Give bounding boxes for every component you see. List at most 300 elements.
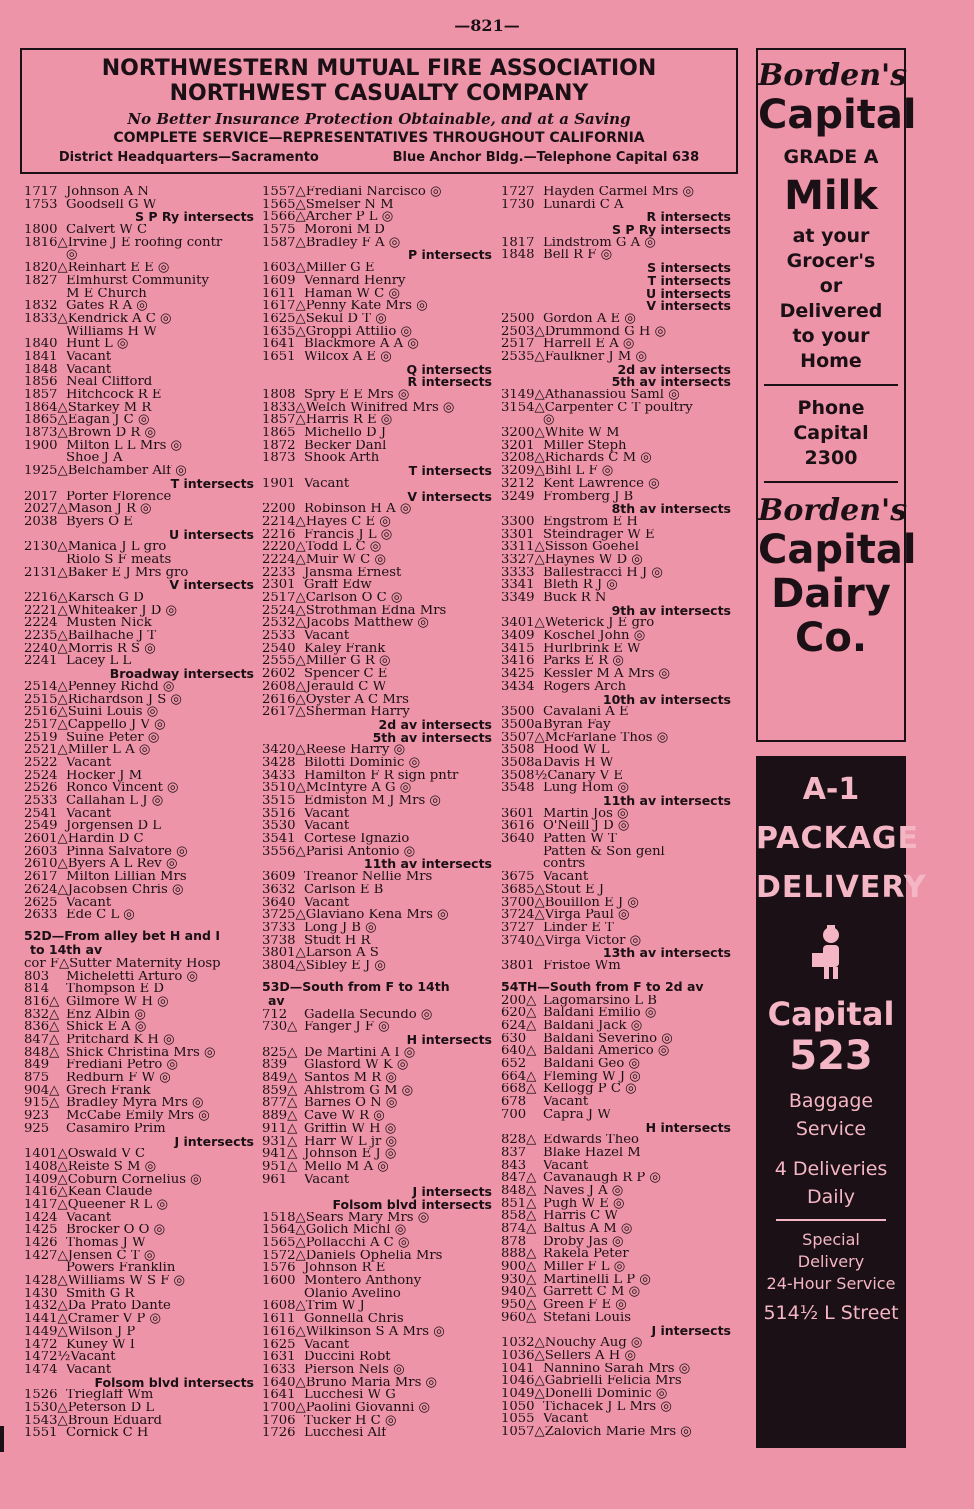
house-number: 1717 [24, 186, 58, 199]
house-number: 1873 [262, 452, 296, 466]
resident-name: Glasford W K ◎ [304, 1059, 409, 1073]
house-number: 3508a [501, 756, 543, 770]
house-number: 3409 [501, 630, 535, 643]
directory-entry [501, 465, 737, 478]
bordens-co: Co. [794, 615, 868, 661]
resident-name: Studt H R [304, 934, 371, 948]
resident-name: Gordon A E ◎ [543, 312, 636, 326]
resident-name: Tichacek J L Mrs ◎ [543, 1400, 672, 1414]
directory-entry [501, 1020, 737, 1033]
directory-entry [501, 1210, 737, 1223]
directory-entry [262, 1300, 498, 1313]
directory-entry [262, 1427, 498, 1440]
house-number: 2517△ [24, 718, 68, 732]
resident-name: Jorgensen D L [66, 820, 162, 834]
house-number: 847△ [501, 1172, 537, 1185]
house-number: 1057△ [501, 1426, 545, 1439]
house-number: 960△ [501, 1311, 537, 1325]
house-number: 2608△ [262, 680, 306, 694]
intersection-label: S P Ry intersects [135, 211, 254, 225]
house-number: 2617△ [262, 706, 306, 719]
house-number: 2130△ [24, 541, 68, 554]
directory-entry [24, 1250, 260, 1263]
resident-name: Shick E A ◎ [66, 1021, 147, 1034]
house-number: 1900 [24, 439, 58, 453]
directory-entry [262, 1174, 498, 1187]
directory-entry [262, 427, 498, 440]
directory-entry [24, 1097, 260, 1110]
directory-entry [24, 795, 260, 808]
a1-package: PACKAGE [756, 821, 920, 856]
intersection-label: T intersects [647, 274, 731, 288]
resident-name: Donelli Dominic ◎ [544, 1387, 668, 1401]
resident-name: Davis H W [543, 756, 614, 770]
directory-entry [501, 668, 737, 681]
directory-entry [24, 1288, 260, 1301]
resident-name: Hardin D C [67, 833, 144, 846]
resident-name: Gonnella Chris [304, 1313, 404, 1326]
directory-entry [262, 1085, 498, 1098]
resident-name: Montero Anthony [304, 1275, 422, 1288]
house-number: 931△ [262, 1135, 298, 1149]
resident-name: Archer P L ◎ [305, 211, 394, 225]
directory-entry [501, 909, 737, 922]
directory-entry [262, 1123, 498, 1136]
house-number: 839 [262, 1059, 288, 1073]
intersection-label: 13th av intersects [602, 947, 731, 960]
resident-name: Lagomarsino L B [543, 994, 657, 1008]
house-number: 1833△ [24, 312, 68, 326]
house-number: 2240△ [24, 642, 68, 656]
street-heading: 53D—South from F to 14th [262, 980, 450, 994]
resident-name: Rakela Peter [543, 1248, 629, 1262]
house-number: 1808 [262, 389, 296, 402]
resident-name: Becker Danl [304, 439, 387, 453]
house-number: 2617 [24, 871, 58, 884]
a1-baggage: Baggage [788, 1090, 874, 1112]
resident-name: Lindstrom G A ◎ [543, 236, 656, 250]
directory-entry [24, 757, 260, 770]
resident-name: Kean Claude [67, 1186, 153, 1199]
resident-name: Virga Paul ◎ [544, 909, 630, 922]
directory-entry [24, 414, 260, 427]
house-number: 1426 [24, 1237, 58, 1250]
resident-name: Hitchcock R E [66, 389, 162, 402]
house-number: 2131△ [24, 566, 68, 580]
house-number: 3401△ [501, 617, 545, 631]
resident-name: Hayes C E ◎ [305, 515, 391, 529]
resident-name: Trieglaff Wm [66, 1389, 154, 1402]
house-number: 848△ [501, 1184, 537, 1198]
resident-name: Ballestracci H J ◎ [543, 566, 663, 580]
directory-entry [24, 1123, 260, 1136]
directory-entry [262, 782, 498, 795]
house-number: 836△ [24, 1021, 60, 1034]
house-number: 1575 [262, 224, 296, 237]
resident-name: Reese Harry ◎ [305, 744, 406, 757]
bordens-milk: Milk [784, 173, 878, 219]
intersection-label: T intersects [170, 477, 254, 491]
intersection-label: 10th av intersects [602, 693, 731, 707]
intersection-label: U intersects [645, 287, 731, 301]
resident-name: Green F E ◎ [543, 1299, 627, 1312]
house-number: 3415 [501, 642, 535, 656]
a1-capital: Capital [767, 995, 895, 1033]
house-number: 3675 [501, 871, 535, 884]
resident-name: Glaviano Kena Mrs ◎ [305, 909, 449, 922]
resident-name: Sibley E J ◎ [305, 959, 386, 973]
resident-name: Redburn F W ◎ [66, 1072, 171, 1085]
resident-name: Duccini Robt [304, 1351, 391, 1364]
house-number: 1518△ [262, 1211, 306, 1225]
house-number: 3640 [501, 833, 535, 846]
resident-name: Queener R L ◎ [67, 1198, 168, 1212]
directory-entry [262, 706, 498, 719]
resident-name: Cappello J V ◎ [67, 718, 166, 732]
directory-entry [262, 1364, 498, 1377]
street-heading: 52D—From alley bet H and I [24, 929, 220, 943]
resident-name: Gabrielli Felicia Mrs [544, 1375, 682, 1388]
house-number: 712 [262, 1008, 288, 1022]
directory-entry [501, 452, 737, 465]
directory-entry [501, 770, 737, 783]
house-number: 2533 [262, 630, 296, 643]
resident-name: Whiteaker J D ◎ [67, 604, 177, 618]
resident-name: Parisi Antonio ◎ [305, 845, 416, 859]
resident-name: Shick Christina Mrs ◎ [66, 1046, 216, 1060]
directory-entry [24, 1275, 260, 1288]
house-number: 3500a [501, 718, 543, 732]
directory-entry [24, 237, 260, 250]
resident-name: De Martini A I ◎ [304, 1046, 416, 1060]
resident-name: Harris C W [543, 1210, 618, 1223]
house-number: 1625 [262, 1338, 296, 1352]
house-number: 940△ [501, 1286, 537, 1300]
resident-name: Vacant [543, 1159, 589, 1173]
directory-entry [501, 897, 737, 910]
directory-entry [262, 884, 498, 897]
resident-name: Lunardi C A [543, 198, 624, 212]
directory-entry [262, 351, 498, 364]
directory-entry [262, 452, 498, 465]
house-number: 1046△ [501, 1375, 545, 1388]
directory-entry [262, 655, 498, 668]
banner-line3: No Better Insurance Protection Obtainable, and at a Saving [127, 110, 631, 128]
house-number: 3724△ [501, 909, 545, 922]
banner-line4: COMPLETE SERVICE—REPRESENTATIVES THROUGHOUT CALIFORNIA [113, 130, 645, 146]
directory-entry [501, 782, 737, 795]
house-number: 620△ [501, 1007, 537, 1020]
house-number: 900△ [501, 1261, 537, 1274]
bordens-capital-top: Capital [758, 92, 917, 138]
resident-name: Baker E J Mrs gro [67, 566, 189, 580]
bordens-line6: Home [800, 350, 862, 372]
resident-name: Karsch G D [67, 592, 144, 605]
resident-name: Lung Hom ◎ [543, 782, 630, 795]
house-number: 2521△ [24, 744, 68, 757]
house-number: 1474 [24, 1363, 58, 1377]
resident-name: Vacant [66, 350, 112, 364]
house-number: 1050 [501, 1400, 535, 1414]
continuation-line: Powers Franklin [66, 1262, 176, 1276]
resident-name: Kendrick A C ◎ [67, 312, 172, 326]
directory-entry [501, 186, 737, 199]
resident-name: Carlson O C ◎ [305, 592, 403, 605]
house-number: 2540 [262, 642, 296, 656]
house-number: 3420△ [262, 744, 306, 757]
directory-entry [501, 820, 737, 833]
house-number: 2526 [24, 782, 58, 795]
resident-name: Daniels Ophelia Mrs [305, 1249, 443, 1263]
directory-entry [262, 567, 498, 580]
house-number: 2549 [24, 820, 58, 834]
house-number: 1651 [262, 350, 296, 364]
house-number: 2524△ [262, 604, 306, 618]
house-number: 3349 [501, 592, 535, 605]
house-number: 1616△ [262, 1325, 306, 1339]
directory-entry [24, 1047, 260, 1060]
house-number: 1925△ [24, 465, 68, 478]
resident-name: Ahlstrom G M ◎ [304, 1084, 414, 1098]
a1-title: A-1 [802, 772, 860, 807]
directory-entry [501, 1223, 737, 1236]
house-number: 1425 [24, 1224, 58, 1237]
intersection-label: V intersects [646, 300, 731, 313]
resident-name: Gilmore W H ◎ [66, 995, 169, 1009]
intersection-label: 11th av intersects [602, 795, 731, 808]
house-number: 1587△ [262, 236, 306, 250]
directory-entry [262, 668, 498, 681]
resident-name: McCabe Emily Mrs ◎ [66, 1110, 210, 1123]
directory-entry [262, 630, 498, 643]
resident-name: Fromberg J B [543, 490, 634, 504]
house-number: 1576 [262, 1262, 296, 1276]
resident-name: Harris R E ◎ [305, 414, 393, 428]
resident-name: Pollacchi A C ◎ [305, 1237, 410, 1250]
directory-entry [24, 909, 260, 922]
directory-entry [24, 1224, 260, 1237]
house-number: 2235△ [24, 630, 68, 643]
resident-name: Weterick J E gro [544, 617, 655, 631]
resident-name: Faulkner J M ◎ [544, 350, 647, 364]
directory-entry [24, 1059, 260, 1072]
a1-phone-number: 523 [789, 1033, 873, 1079]
house-number: 3616 [501, 820, 535, 834]
house-number: 3200△ [501, 427, 545, 440]
resident-name: Garrett C M ◎ [543, 1286, 641, 1300]
resident-name: Bouillon E J ◎ [544, 896, 639, 910]
directory-entry [501, 1096, 737, 1109]
house-number: 1530△ [24, 1401, 68, 1415]
resident-name: Pierson Nels ◎ [304, 1363, 405, 1377]
directory-entry [24, 1364, 260, 1377]
resident-name: Vacant [304, 820, 350, 834]
a1-address: 514½ L Street [763, 1302, 899, 1324]
intersection-label: H intersects [645, 1121, 731, 1135]
resident-name: Droby Jas ◎ [543, 1235, 624, 1249]
resident-name: Larson A S [305, 947, 379, 960]
directory-entry [262, 326, 498, 339]
resident-name: Goodsell G W [66, 198, 157, 212]
directory-entry [501, 935, 737, 948]
resident-name: Zalovich Marie Mrs ◎ [544, 1426, 692, 1439]
house-number: 904△ [24, 1084, 60, 1098]
directory-entry [24, 541, 260, 554]
resident-name: Barnes O N ◎ [304, 1097, 398, 1111]
directory-entry [501, 1071, 737, 1084]
resident-name: Byers O E [66, 515, 133, 529]
bordens-dairy: Dairy [771, 571, 891, 617]
bordens-line5: to your [792, 325, 870, 347]
resident-name: Reinhart E E ◎ [67, 262, 170, 275]
directory-entry [262, 1110, 498, 1123]
house-number: 1036△ [501, 1349, 545, 1363]
resident-name: Sisson Goehel [544, 541, 639, 554]
directory-entry [262, 947, 498, 960]
directory-entry [24, 719, 260, 732]
house-number: 1833△ [262, 401, 306, 415]
house-number: 2200 [262, 503, 296, 516]
directory-entry [262, 643, 498, 656]
house-number: 911△ [262, 1122, 298, 1136]
directory-entry [24, 1021, 260, 1034]
house-number: 1625△ [262, 312, 306, 326]
directory-entry [24, 1402, 260, 1415]
directory-entry [262, 541, 498, 554]
directory-entry [501, 554, 737, 567]
resident-name: Martinelli L P ◎ [543, 1273, 651, 1287]
house-number: 1449△ [24, 1325, 68, 1339]
bordens-divider-1 [764, 384, 898, 386]
house-number: 2603 [24, 845, 58, 859]
house-number: 3209△ [501, 465, 545, 478]
house-number: 2516△ [24, 706, 68, 719]
a1-special: Special [802, 1230, 860, 1249]
intersection-label: H intersects [406, 1034, 492, 1047]
directory-entry [501, 1388, 737, 1401]
resident-name: Vacant [543, 1413, 589, 1426]
house-number: 2503△ [501, 325, 545, 339]
house-number: 2610△ [24, 858, 68, 872]
house-number: 2555△ [262, 655, 306, 669]
intersection-label: S P Ry intersects [612, 224, 731, 237]
house-number: 2524 [24, 769, 58, 783]
house-number: 3640 [262, 896, 296, 910]
house-number: 1865△ [24, 414, 68, 428]
house-number: 1430 [24, 1287, 58, 1301]
resident-name: Francis J L ◎ [304, 528, 393, 542]
house-number: 878 [501, 1235, 527, 1249]
house-number: 3601 [501, 807, 535, 821]
directory-entry [501, 706, 737, 719]
resident-name: Irvine J E roofing contr [67, 236, 223, 250]
house-number: 1032△ [501, 1337, 545, 1350]
directory-entry [262, 1072, 498, 1085]
house-number: 3541 [262, 833, 296, 846]
house-number: 1564△ [262, 1224, 306, 1237]
house-number: 1631 [262, 1351, 296, 1364]
resident-name: Smelser N M [305, 198, 394, 212]
resident-name: Vacant [304, 1338, 350, 1352]
house-number: 1600 [262, 1275, 296, 1288]
directory-entry [501, 681, 737, 694]
directory-entry [501, 440, 737, 453]
resident-name: Fristoe Wm [543, 959, 621, 973]
house-number: 1641 [262, 1389, 296, 1402]
directory-entry [262, 529, 498, 542]
resident-name: Miller Steph [543, 439, 627, 453]
house-number: 2214△ [262, 515, 306, 529]
bordens-grade: GRADE A [783, 146, 879, 168]
house-number: 950△ [501, 1299, 537, 1312]
house-number: 1730 [501, 198, 535, 212]
house-number: 1841 [24, 350, 58, 364]
house-number: 941△ [262, 1148, 298, 1161]
house-number: 889△ [262, 1110, 298, 1123]
resident-name: Steindrager W E [543, 528, 655, 542]
continuation-line: Shoe J A [66, 452, 123, 466]
directory-entry [501, 1160, 737, 1173]
resident-name: Vacant [304, 630, 350, 643]
directory-entry [501, 326, 737, 339]
resident-name: Hayden Carmel Mrs ◎ [543, 186, 694, 199]
resident-name: Carpenter C T poultry [544, 401, 693, 415]
directory-entry [501, 1413, 737, 1426]
house-number: 2517△ [262, 592, 306, 605]
directory-entry [262, 808, 498, 821]
directory-entry [262, 516, 498, 529]
directory-entry [262, 579, 498, 592]
house-number: 3510△ [262, 782, 306, 795]
directory-entry [262, 795, 498, 808]
directory-entry [262, 846, 498, 859]
intersection-label: R intersects [646, 211, 731, 225]
directory-entry [262, 1339, 498, 1352]
house-number: 2221△ [24, 604, 68, 618]
house-number: 1609 [262, 274, 296, 288]
banner-line1: NORTHWESTERN MUTUAL FIRE ASSOCIATION [101, 56, 657, 81]
directory-entry [24, 1199, 260, 1212]
house-number: 816△ [24, 995, 60, 1009]
intersection-label: V intersects [169, 579, 254, 592]
resident-name: Groppi Attilio ◎ [305, 325, 412, 339]
resident-name: Fanger J F ◎ [304, 1021, 390, 1034]
resident-name: Paolini Giovanni ◎ [305, 1401, 431, 1415]
house-number: 3801 [501, 959, 535, 973]
directory-entry [262, 262, 498, 275]
house-number: 1041 [501, 1362, 535, 1376]
directory-entry [24, 884, 260, 897]
a1-package-delivery-ad [756, 756, 927, 1448]
directory-entry [501, 237, 737, 250]
house-number: 2301 [262, 579, 296, 592]
intersection-label: T intersects [408, 465, 492, 478]
directory-entry [501, 1109, 737, 1122]
directory-entry [501, 1312, 737, 1325]
house-number: 3154△ [501, 401, 545, 415]
resident-name: Thompson E D [66, 983, 164, 996]
house-number: 859△ [262, 1084, 298, 1098]
resident-name: Todd L C ◎ [305, 541, 382, 554]
house-number: 2602 [262, 668, 296, 681]
banner-line2: NORTHWEST CASUALTY COMPANY [169, 81, 589, 106]
resident-name: Hood W L [543, 744, 610, 757]
page-edge-mark [0, 1426, 4, 1452]
house-number: 1827 [24, 274, 58, 288]
resident-name: Capra J W [543, 1108, 611, 1122]
resident-name: Vacant [66, 807, 112, 821]
house-number: 3556△ [262, 845, 306, 859]
